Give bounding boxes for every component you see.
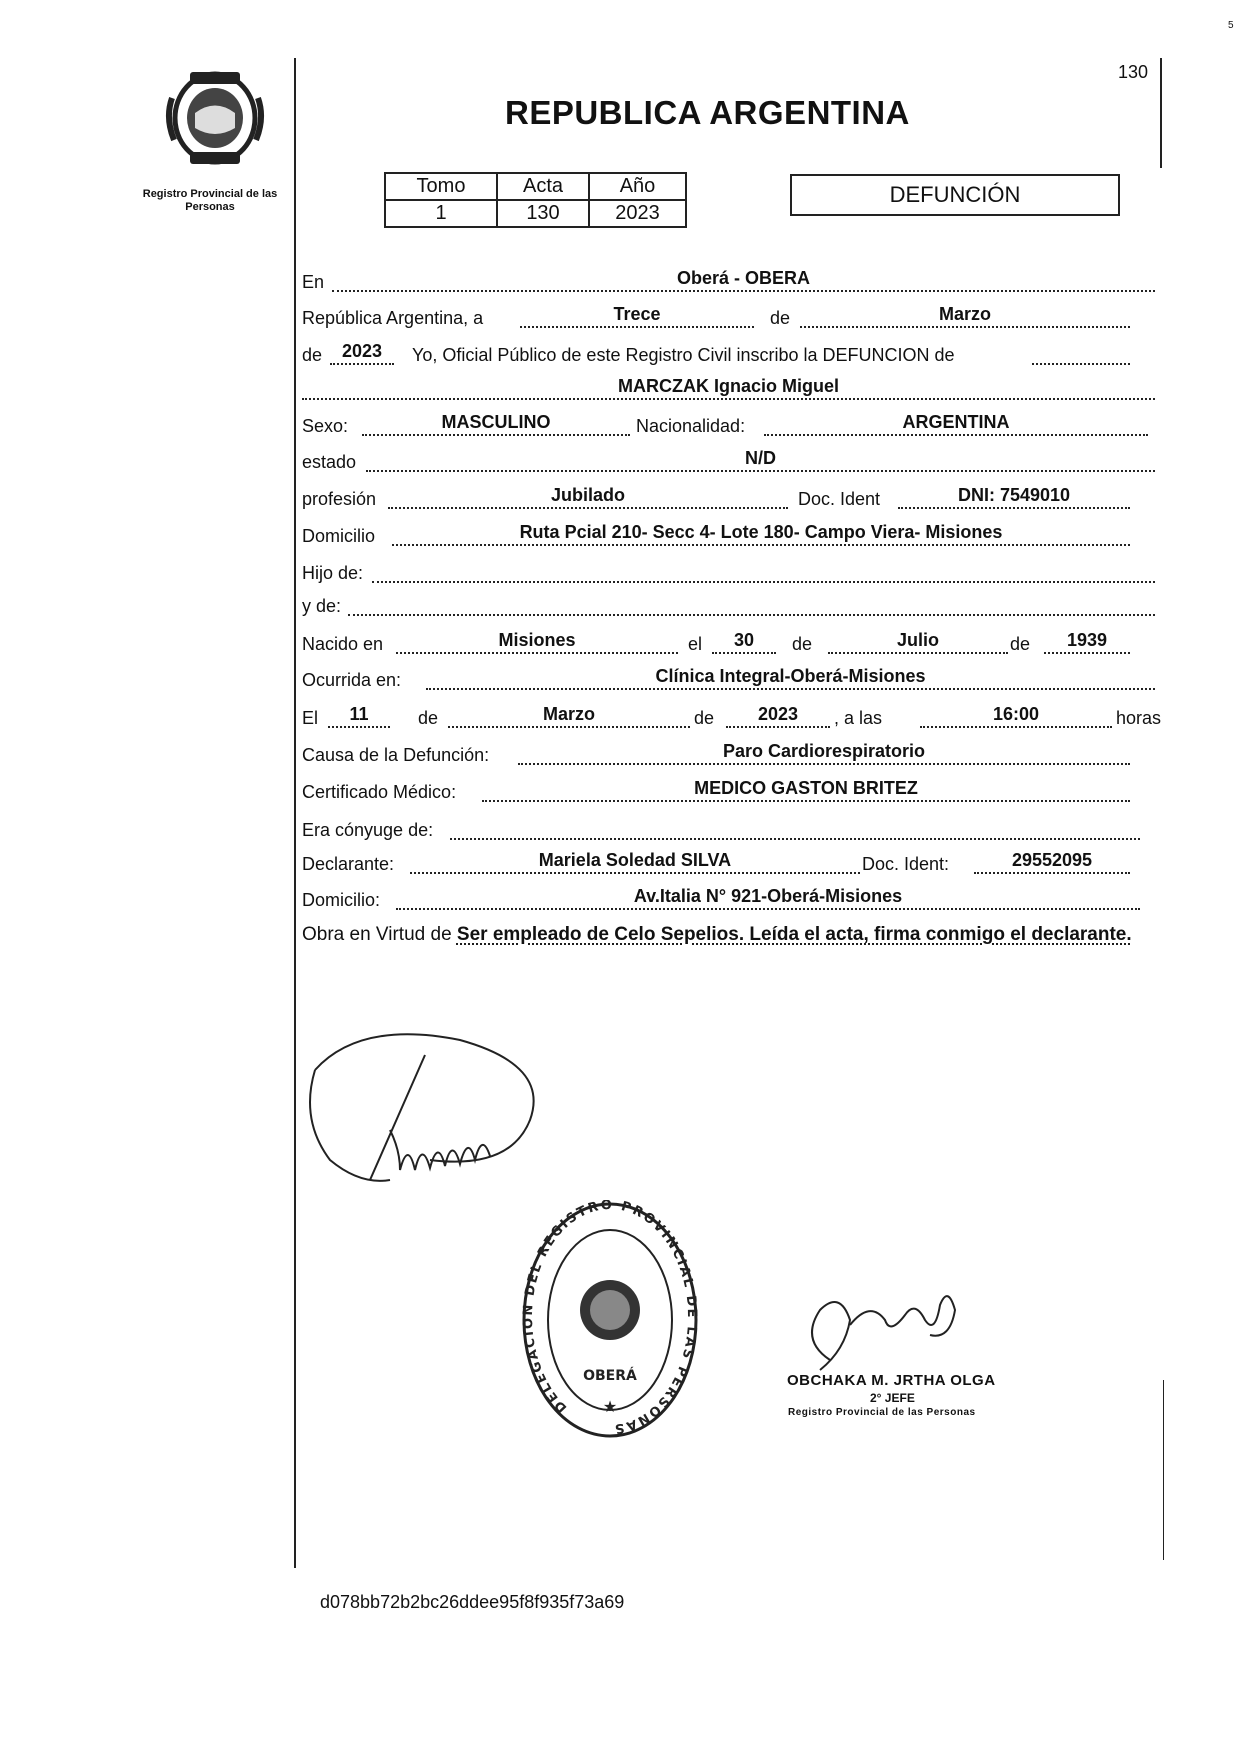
row-conyuge	[302, 816, 1155, 846]
nacionalidad-label: Nacionalidad:	[636, 416, 746, 436]
month-value: Marzo	[938, 304, 991, 324]
right-margin-line-lower	[1163, 1380, 1164, 1560]
document-hash: d078bb72b2bc26ddee95f8f935f73a69	[320, 1592, 625, 1612]
horas-label: horas	[1116, 708, 1162, 728]
alas-label: , a las	[834, 708, 883, 728]
nacido-anio: 1939	[1066, 630, 1108, 650]
year-value: 2023	[341, 341, 383, 361]
domicilio-value: Ruta Pcial 210- Secc 4- Lote 180- Campo Viera- Misiones	[519, 522, 1003, 542]
row-yde	[302, 592, 1155, 622]
sexo-value: MASCULINO	[441, 412, 551, 432]
page-number: 130	[1118, 62, 1149, 82]
row-causa	[302, 741, 1155, 771]
acta-header: Acta	[497, 173, 589, 200]
profesion-value: Jubilado	[550, 485, 625, 505]
row-fecha-defuncion	[302, 704, 1162, 734]
row-hijo	[302, 559, 1155, 589]
row-domicilio2	[302, 886, 1155, 916]
official-name: OBCHAKA M. JRTHA OLGA	[787, 1372, 996, 1389]
yde-dots	[348, 592, 1155, 616]
inscribo-dots	[1032, 341, 1130, 365]
doc-label: Doc. Ident	[798, 489, 881, 509]
en-value: Oberá - OBERA	[676, 268, 811, 288]
row-domicilio	[302, 522, 1155, 552]
def-hora: 16:00	[992, 704, 1040, 724]
page-title: REPUBLICA ARGENTINA	[505, 94, 910, 131]
el-label: el	[688, 634, 703, 654]
tomo-value: 1	[385, 200, 497, 227]
domicilio2-label: Domicilio:	[302, 890, 381, 910]
def-anio: 2023	[757, 704, 799, 724]
en-label: En	[302, 272, 325, 292]
nacido-lugar: Misiones	[498, 630, 576, 650]
de-label-6: de	[694, 708, 715, 728]
causa-value: Paro Cardiorespiratorio	[722, 741, 926, 761]
provincial-logo	[160, 68, 270, 168]
record-table	[384, 172, 687, 228]
row-certificado	[302, 778, 1155, 808]
day-value: Trece	[613, 304, 661, 324]
row-inscripcion	[302, 341, 1155, 371]
tomo-header: Tomo	[385, 173, 497, 200]
ocurrida-value: Clínica Integral-Oberá-Misiones	[655, 666, 926, 686]
row-fecha	[302, 304, 1155, 334]
row-name	[302, 376, 1155, 406]
certificado-label: Certificado Médico:	[302, 782, 457, 802]
domicilio2-value: Av.Italia N° 921-Oberá-Misiones	[633, 886, 903, 906]
row-estado	[302, 448, 1155, 478]
de-label-2: de	[302, 345, 323, 365]
row-profesion	[302, 485, 1155, 515]
deceased-name: MARCZAK Ignacio Miguel	[618, 376, 839, 396]
sexo-label: Sexo:	[302, 416, 349, 436]
svg-text:★: ★	[602, 1399, 618, 1416]
conyuge-label: Era cónyuge de:	[302, 820, 434, 840]
nacido-mes: Julio	[896, 630, 939, 650]
nacido-label: Nacido en	[302, 634, 384, 654]
declarant-signature	[300, 1010, 560, 1200]
nacionalidad-value: ARGENTINA	[902, 412, 1010, 432]
row-ocurrida	[302, 666, 1155, 696]
official-seal	[520, 1200, 700, 1440]
official-signature	[790, 1280, 970, 1380]
declarante-label: Declarante:	[302, 854, 395, 874]
def-dia: 11	[349, 704, 369, 724]
de-label-1: de	[770, 308, 791, 328]
obra-en-virtud	[302, 922, 1157, 948]
doc2-label: Doc. Ident:	[862, 854, 950, 874]
anio-header: Año	[589, 173, 686, 200]
corner-mark: 5	[1228, 20, 1234, 31]
ocurrida-label: Ocurrida en:	[302, 670, 402, 690]
republica-label: República Argentina, a	[302, 308, 484, 328]
row-nacido	[302, 630, 1155, 660]
right-margin-line	[1160, 58, 1162, 168]
obra-value: Ser empleado de Celo Sepelios. Leída el acta, firma conmigo el declarante.	[456, 924, 1132, 945]
certificado-value: MEDICO GASTON BRITEZ	[694, 778, 918, 798]
estado-value: N/D	[745, 448, 776, 468]
yde-label: y de:	[302, 596, 342, 616]
row-sexo	[302, 412, 1155, 442]
el2-label: El	[302, 708, 319, 728]
de-label-4: de	[1010, 634, 1031, 654]
conyuge-dots	[450, 816, 1140, 840]
hijo-label: Hijo de:	[302, 563, 364, 583]
row-en	[302, 268, 1155, 298]
acta-value: 130	[497, 200, 589, 227]
hijo-dots	[372, 559, 1155, 583]
document-type-box: DEFUNCIÓN	[790, 174, 1120, 216]
seal-city: OBERÁ	[583, 1368, 637, 1384]
declarante-value: Mariela Soledad SILVA	[538, 850, 732, 870]
estado-label: estado	[302, 452, 357, 472]
de-label-5: de	[418, 708, 439, 728]
profesion-label: profesión	[302, 489, 377, 509]
official-role: 2° JEFE	[870, 1391, 915, 1405]
registry-label: Registro Provincial de las Personas	[142, 188, 278, 213]
doc-value: DNI: 7549010	[957, 485, 1071, 505]
causa-label: Causa de la Defunción:	[302, 745, 490, 765]
domicilio-label: Domicilio	[302, 526, 376, 546]
nacido-dia: 30	[733, 630, 755, 650]
official-org: Registro Provincial de las Personas	[788, 1407, 976, 1418]
anio-value: 2023	[589, 200, 686, 227]
row-declarante	[302, 850, 1155, 880]
doc2-value: 29552095	[1011, 850, 1093, 870]
de-label-3: de	[792, 634, 813, 654]
seal-ring-text: DELEGACION DEL REGISTRO PROVINCIAL DE LAS PERSONAS	[520, 1200, 700, 1437]
def-mes: Marzo	[542, 704, 595, 724]
inscribo-text: Yo, Oficial Público de este Registro Civil inscribo la DEFUNCION de	[412, 345, 955, 365]
left-margin-line	[294, 58, 296, 1568]
obra-label: Obra en Virtud de	[302, 924, 452, 945]
